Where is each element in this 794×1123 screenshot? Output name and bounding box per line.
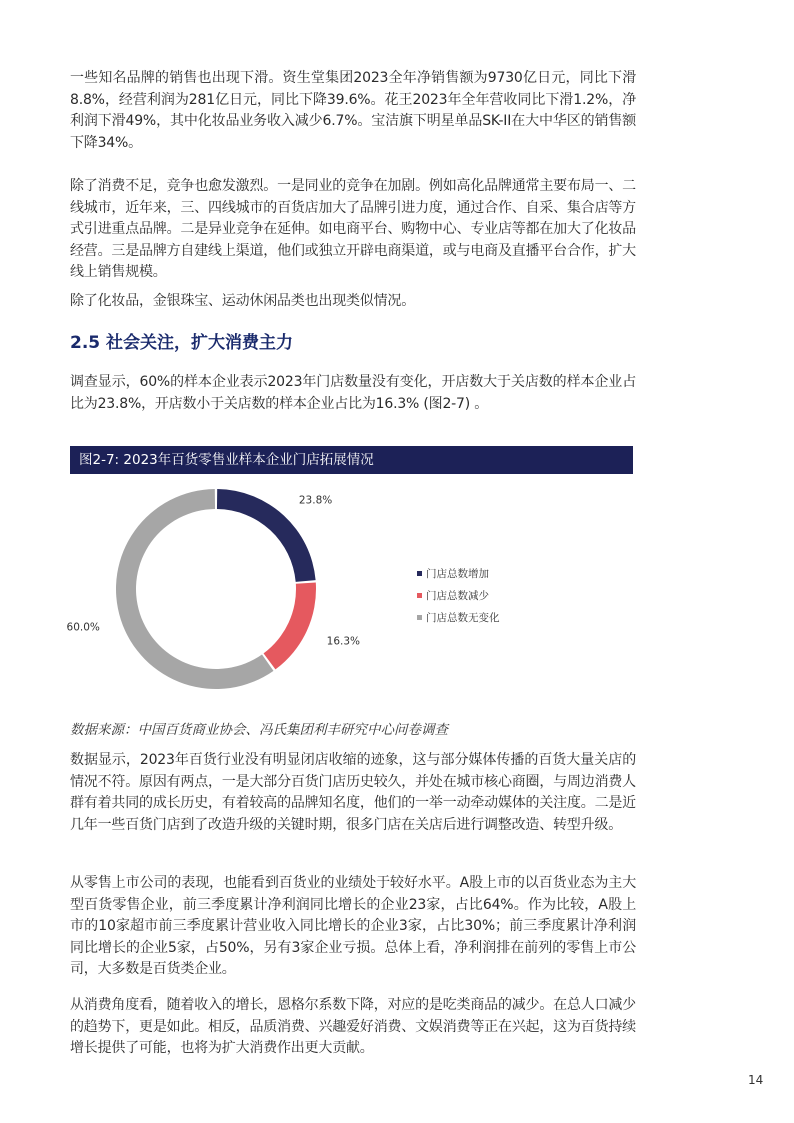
paragraph-brand-sales: 一些知名品牌的销售也出现下滑。资生堂集团2023全年净销售额为9730亿日元，同比下滑8.8%，经营利润为281亿日元，同比下降39.6%。花王2023年全年营收同比下滑1.2%，净利润下滑49%，其中化妆品业务收入减少6.7%。宝洁旗下明星单品SK-II在大中华区的销售额下降34%。 xyxy=(70,70,636,151)
paragraph-no-closures: 数据显示，2023年百货行业没有明显闭店收缩的迹象，这与部分媒体传播的百货大量关店的情况不符。原因有两点，一是大部分百货门店历史较久，并处在城市核心商圈，与周边消费人群有着共同的成长历史，有着较高的品牌知名度，他们的一举一动牵动媒体的关注度。二是近几年一些百货门店到了改造升级的关键时期，很多门店在关店后进行调整改造、转型升级。 xyxy=(70,752,636,833)
legend-label-increase: 门店总数增加 xyxy=(426,568,489,580)
donut-slice-no-change xyxy=(116,489,273,689)
donut-slice-decrease xyxy=(264,583,316,670)
legend-swatch-decrease xyxy=(417,593,422,598)
legend-swatch-increase xyxy=(417,571,422,576)
page-number: 14 xyxy=(748,1073,764,1087)
store-expansion-donut-chart xyxy=(66,476,633,711)
section-title: 2.5 社会关注，扩大消费主力 xyxy=(70,333,294,353)
paragraph-competition: 除了消费不足，竞争也愈发激烈。一是同业的竞争在加剧。例如高化品牌通常主要布局一、二线城市，近年来，三、四线城市的百货店加大了品牌引进力度，通过合作、自采、集合店等方式引进重点品牌。二是异业竞争在延伸。如电商平台、购物中心、专业店等都在加大了化妆品经营。三是品牌方自建线上渠道，他们或独立开辟电商渠道，或与电商及直播平台合作，扩大线上销售规模。 xyxy=(70,178,636,280)
legend-label-decrease: 门店总数减少 xyxy=(426,590,489,602)
figure-title: 图2-7: 2023年百货零售业样本企业门店拓展情况 xyxy=(70,446,633,474)
paragraph-consumption: 从消费角度看，随着收入的增长，恩格尔系数下降，对应的是吃类商品的减少。在总人口减少的趋势下，更是如此。相反，品质消费、兴趣爱好消费、文娱消费等正在兴起，这为百货持续增长提供了可能，也将为扩大消费作出更大贡献。 xyxy=(70,997,636,1056)
data-source: 数据来源：中国百货商业协会、冯氏集团利丰研究中心问卷调查 xyxy=(70,722,448,738)
paragraph-other-categories: 除了化妆品，金银珠宝、运动休闲品类也出现类似情况。 xyxy=(70,293,415,309)
paragraph-survey: 调查显示，60%的样本企业表示2023年门店数量没有变化，开店数大于关店数的样本企业占比为23.8%，开店数小于关店数的样本企业占比为16.3% (图2-7) 。 xyxy=(70,374,636,412)
legend-label-no-change: 门店总数无变化 xyxy=(426,612,500,624)
legend-swatch-no-change xyxy=(417,615,422,620)
value-label-increase: 23.8% xyxy=(298,494,333,507)
value-label-decrease: 16.3% xyxy=(326,635,361,648)
paragraph-listed-companies: 从零售上市公司的表现，也能看到百货业的业绩处于较好水平。A股上市的以百货业态为主大型百货零售企业，前三季度累计净利润同比增长的企业23家，占比64%。作为比较，A股上市的10家超市前三季度累计营业收入同比增长的企业3家，占比30%；前三季度累计净利润同比增长的企业5家，占50%，另有3家企业亏损。总体上看，净利润排在前列的零售上市公司，大多数是百货类企业。 xyxy=(70,875,636,977)
value-label-no-change: 60.0% xyxy=(66,621,100,634)
